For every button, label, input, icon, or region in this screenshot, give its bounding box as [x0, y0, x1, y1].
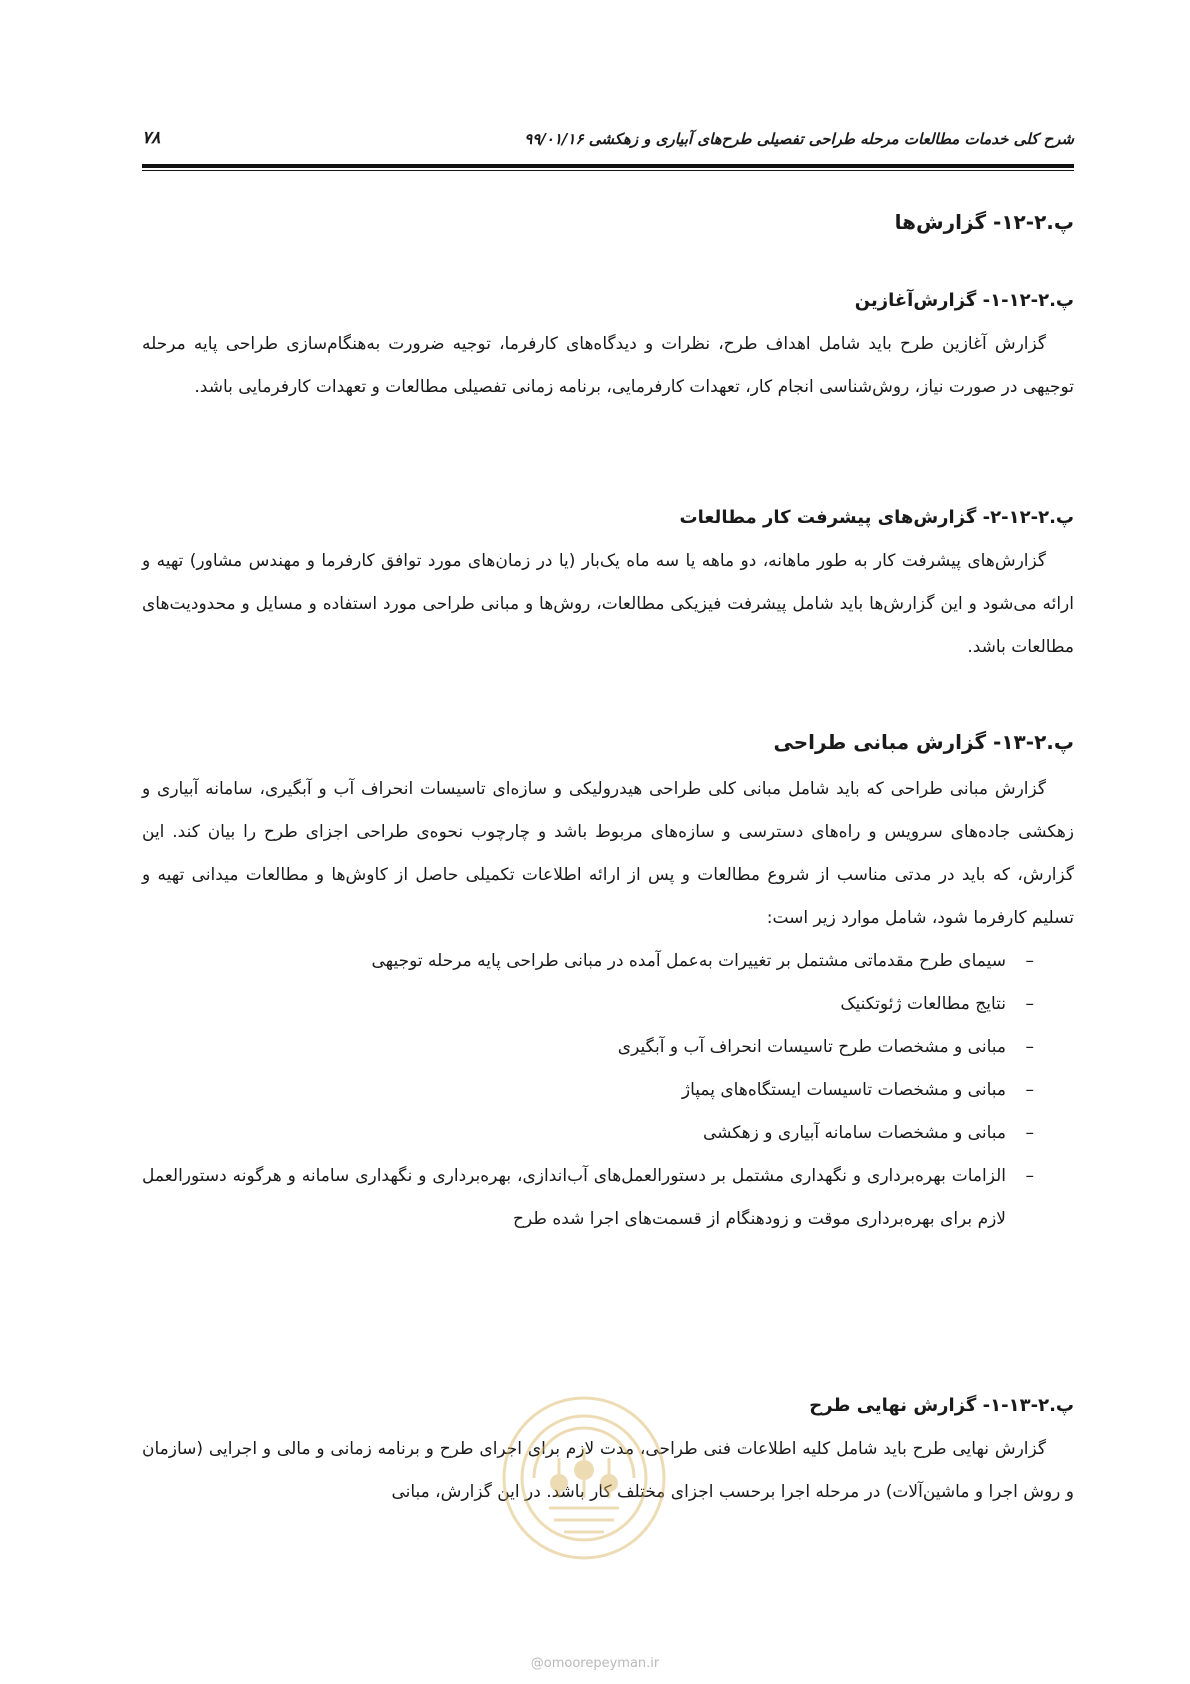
list-item-text: نتایج مطالعات ژئوتکنیک [840, 994, 1006, 1014]
bullet-marker: – [1025, 1037, 1034, 1057]
list-item-text: سیمای طرح مقدماتی مشتمل بر تغییرات به‌عمل آمده در مبانی طراحی پایه مرحله توجیهی [371, 951, 1006, 971]
bullet-marker: – [1025, 951, 1034, 971]
section-heading: پ.۲-۱۲-۲- گزارش‌های پیشرفت کار مطالعات [679, 507, 1074, 528]
section-12-2 [142, 507, 1074, 669]
list-item [142, 983, 1034, 1026]
page-number: ۷۸ [142, 128, 161, 148]
header-rule-thick [142, 164, 1074, 168]
bullet-marker: – [1025, 1166, 1034, 1186]
list-item-text: مبانی و مشخصات طرح تاسیسات انحراف آب و آبگیری [617, 1037, 1006, 1057]
section-13-1 [142, 1395, 1074, 1514]
bullet-marker: – [1025, 994, 1034, 1014]
section-paragraph: گزارش نهایی طرح باید شامل کلیه اطلاعات فنی طراحی، مدت لازم برای اجرای طرح و برنامه زمانی و مالی و اجرایی (سازمان و روش اجرا و ماشین‌آلات) در مرحله اجرا برحسب اجزای مختلف کار باشد. در این گزارش، مبانی [142, 1439, 1074, 1502]
section-heading: پ.۲-۱۲-۱- گزارش‌آغازین [854, 290, 1074, 311]
bullet-marker: – [1025, 1123, 1034, 1143]
bullet-marker: – [1025, 1080, 1034, 1100]
list-item [142, 1155, 1034, 1241]
requirements-list [142, 940, 1074, 1241]
section-paragraph: گزارش مبانی طراحی که باید شامل مبانی کلی طراحی هیدرولیکی و سازه‌ای تاسیسات انحراف آب و آبگیری، سامانه آبیاری و زهکشی جاده‌های سرویس و راه‌های دسترسی و سازه‌های مربوط باشد و چارچوب نحوه‌ی طراحی اجزای طرح را بیان کند. این گزارش، که باید در مدتی مناسب از شروع مطالعات و پس از ارائه اطلاعات تکمیلی حاصل از کاوش‌ها و مطالعات میدانی تهیه و تسلیم کارفرما شود، شامل موارد زیر است: [142, 779, 1074, 928]
watermark-site-text: @omoorepeyman.ir [530, 1656, 660, 1671]
list-item-text: مبانی و مشخصات تاسیسات ایستگاه‌های پمپاژ [681, 1080, 1006, 1100]
section-12-1 [142, 290, 1074, 409]
list-item-text: الزامات بهره‌برداری و نگهداری مشتمل بر دستورالعمل‌های آب‌اندازی، بهره‌برداری و نگهداری سامانه و هرگونه دستورالعمل لازم برای بهره‌برداری موقت و زودهنگام از قسمت‌های اجرا شده طرح [142, 1166, 1006, 1229]
section-13 [142, 730, 1074, 1241]
section-paragraph: گزارش آغازین طرح باید شامل اهداف طرح، نظرات و دیدگاه‌های کارفرما، توجیه ضرورت به‌هنگام‌سازی طراحی پایه مرحله توجیهی در صورت نیاز، روش‌شناسی انجام کار، تعهدات کارفرمایی، برنامه زمانی تفصیلی مطالعات و تعهدات کارفرمایی باشد. [142, 334, 1074, 397]
list-item [142, 1112, 1034, 1155]
section-paragraph: گزارش‌های پیشرفت کار به طور ماهانه، دو ماهه یا سه ماه یک‌بار (یا در زمان‌های مورد توافق کارفرما و مهندس مشاور) تهیه و ارائه می‌شود و این گزارش‌ها باید شامل پیشرفت فیزیکی مطالعات، روش‌ها و مبانی طراحی مورد استفاده و مسایل و محدودیت‌های مطالعات باشد. [142, 551, 1074, 657]
section-12 [142, 210, 1074, 234]
header-rule-thin [142, 170, 1074, 171]
header-title: شرح کلی خدمات مطالعات مرحله طراحی تفصیلی طرح‌های آبیاری و زهکشی ۹۹/۰۱/۱۶ [524, 130, 1074, 148]
list-item [142, 1069, 1034, 1112]
list-item [142, 1026, 1034, 1069]
list-item [142, 940, 1034, 983]
page-header [142, 126, 1074, 162]
section-heading: پ.۲-۱۳-۱- گزارش نهایی طرح [809, 1395, 1074, 1416]
section-heading: پ.۲-۱۲- گزارش‌ها [894, 210, 1074, 234]
section-heading: پ.۲-۱۳- گزارش مبانی طراحی [773, 730, 1074, 754]
list-item-text: مبانی و مشخصات سامانه آبیاری و زهکشی [702, 1123, 1006, 1143]
